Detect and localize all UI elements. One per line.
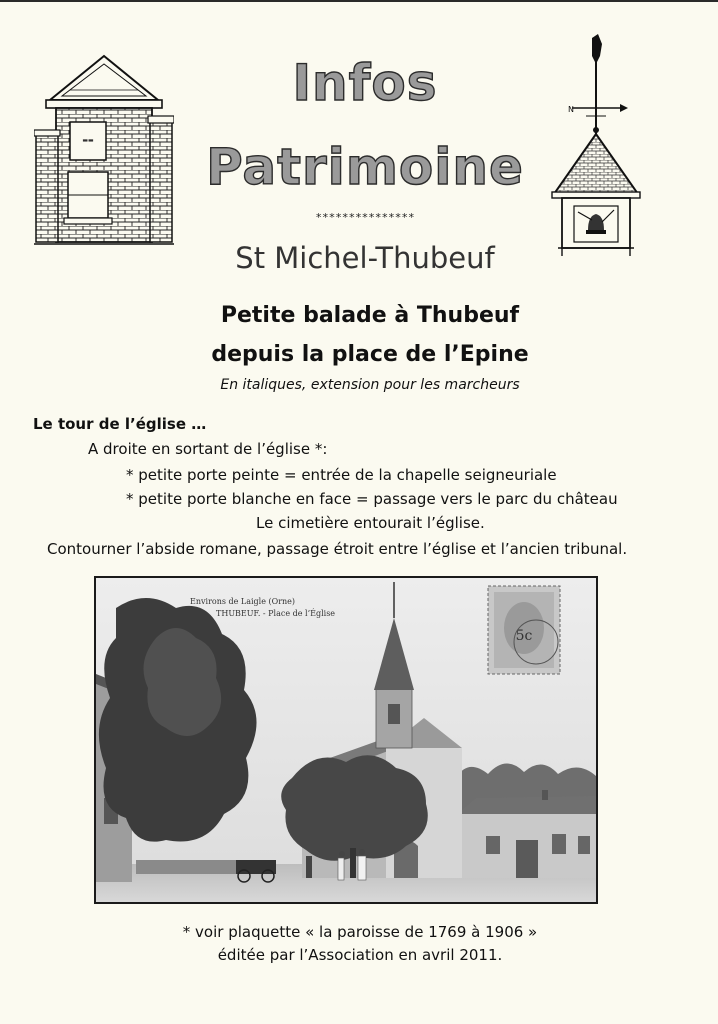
title-line-1: Infos: [292, 54, 438, 112]
postcard-caption-line-2: THUBEUF. - Place de l’Église: [216, 609, 336, 618]
walk-note: En italiques, extension pour les marcheurs: [220, 377, 520, 393]
stamp-value: 5c: [515, 628, 533, 644]
svg-text:N: N: [568, 105, 574, 114]
svg-text:▬▬: ▬▬: [82, 137, 94, 144]
scan-top-edge: [0, 0, 718, 2]
bell-tower-weathervane-icon: [548, 34, 644, 260]
title-separator-stars: ***************: [315, 211, 415, 224]
walk-title-line-1: Petite balade à Thubeuf: [220, 303, 520, 328]
brick-tower-icon: [34, 50, 174, 246]
footer-publisher-line: éditée par l’Association en avril 2011.: [217, 946, 503, 964]
tour-section-title: Le tour de l’église …: [33, 415, 207, 433]
tour-line-white-door: * petite porte blanche en face = passage vers le parc du château: [126, 490, 618, 508]
postcard-caption-line-1: Environs de Laigle (Orne): [190, 597, 296, 606]
postcard-photo: [94, 576, 598, 904]
tour-line-apse: Contourner l’abside romane, passage étroit entre l’église et l’ancien tribunal.: [47, 540, 628, 558]
tour-line-cemetery: Le cimetière entourait l’église.: [256, 514, 485, 532]
tour-line-right-exit: A droite en sortant de l’église *:: [88, 440, 328, 458]
walk-title-line-2: depuis la place de l’Epine: [211, 342, 529, 367]
title-line-2: Patrimoine: [206, 138, 524, 196]
commune-subtitle: St Michel-Thubeuf: [235, 241, 495, 275]
footer-reference-line: * voir plaquette « la paroisse de 1769 à 1906 »: [182, 923, 538, 941]
postage-stamp: [488, 586, 560, 674]
tour-line-painted-door: * petite porte peinte = entrée de la chapelle seigneuriale: [126, 466, 557, 484]
